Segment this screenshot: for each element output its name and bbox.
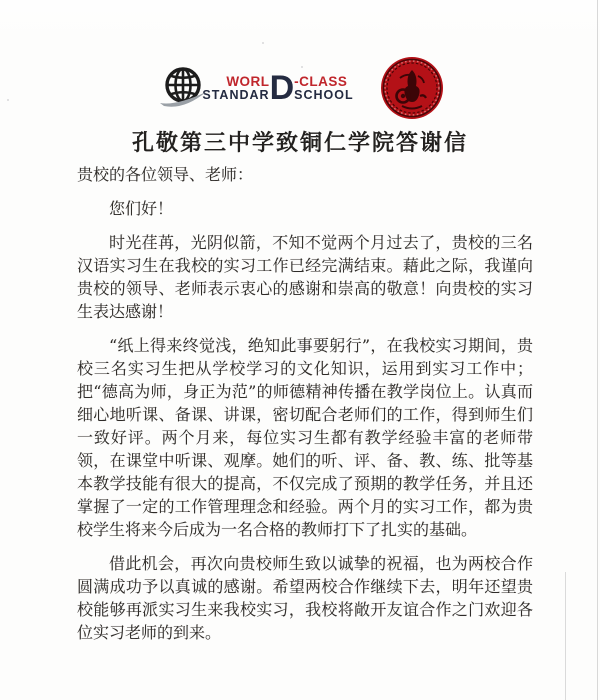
wcs-word-world: WORL [226,73,270,89]
letter-paragraph-3: 借此机会，再次向贵校师生致以诚挚的祝福，也为两校合作圆满成功予以真诚的感谢。希望两校合作继续下去，明年还望贵校能够再派实习生来我校实习，我校将敞开友谊合作之门欢迎各位实习老师的到来。 [77,554,533,642]
letter-title: 孔敬第三中学致铜仁学院答谢信 [131,130,468,156]
wcs-word-class: -CLASS [294,73,348,89]
letter-paragraph-1: 时光荏苒，光阴似箭，不知不觉两个月过去了，贵校的三名汉语实习生在我校的实习工作已经完满结束。藉此之际，我谨向贵校的领导、老师表示衷心的感谢和崇高的敬意！向贵校的实习生表达感谢！ [77,233,533,321]
wcs-word-school: SCHOOL [294,87,354,102]
letterhead [0,56,600,120]
wcs-word-standard: STANDAR [202,87,270,102]
letter-paragraph-2: “纸上得来终觉浅，绝知此事要躬行”，在我校实习期间，贵校三名实习生把从学校学习的文化知识，运用到实习工作中；把“德高为师，身正为范”的师德精神传播在教学岗位上。认真而细心地听课、备课、讲课，密切配合老师们的工作，得到师生们一致好评。两个月来，每位实习生都有教学经验丰富的老师带领，在课堂中听课、观摩。她们的听、评、备、教、练、批等基本教学技能有很大的提高，不仅完成了预期的教学任务，并且还掌握了一定的工作管理理念和经验。两个月的实习工作，都为贵校学生将来今后成为一名合格的教师打下了扎实的基础。 [77,336,533,539]
letter-salutation: 贵校的各位领导、老师： [77,165,254,184]
scan-crease-line [565,572,566,700]
world-class-standard-school-logo [156,62,353,114]
wcs-big-d-letter: D [269,68,295,107]
letter-greeting: 您们好！ [109,199,174,218]
scan-speck [262,42,264,44]
world-class-standard-school-wordmark [202,68,354,107]
globe-icon [156,62,208,114]
school-seal-icon [380,56,444,120]
letter-body [77,163,533,655]
